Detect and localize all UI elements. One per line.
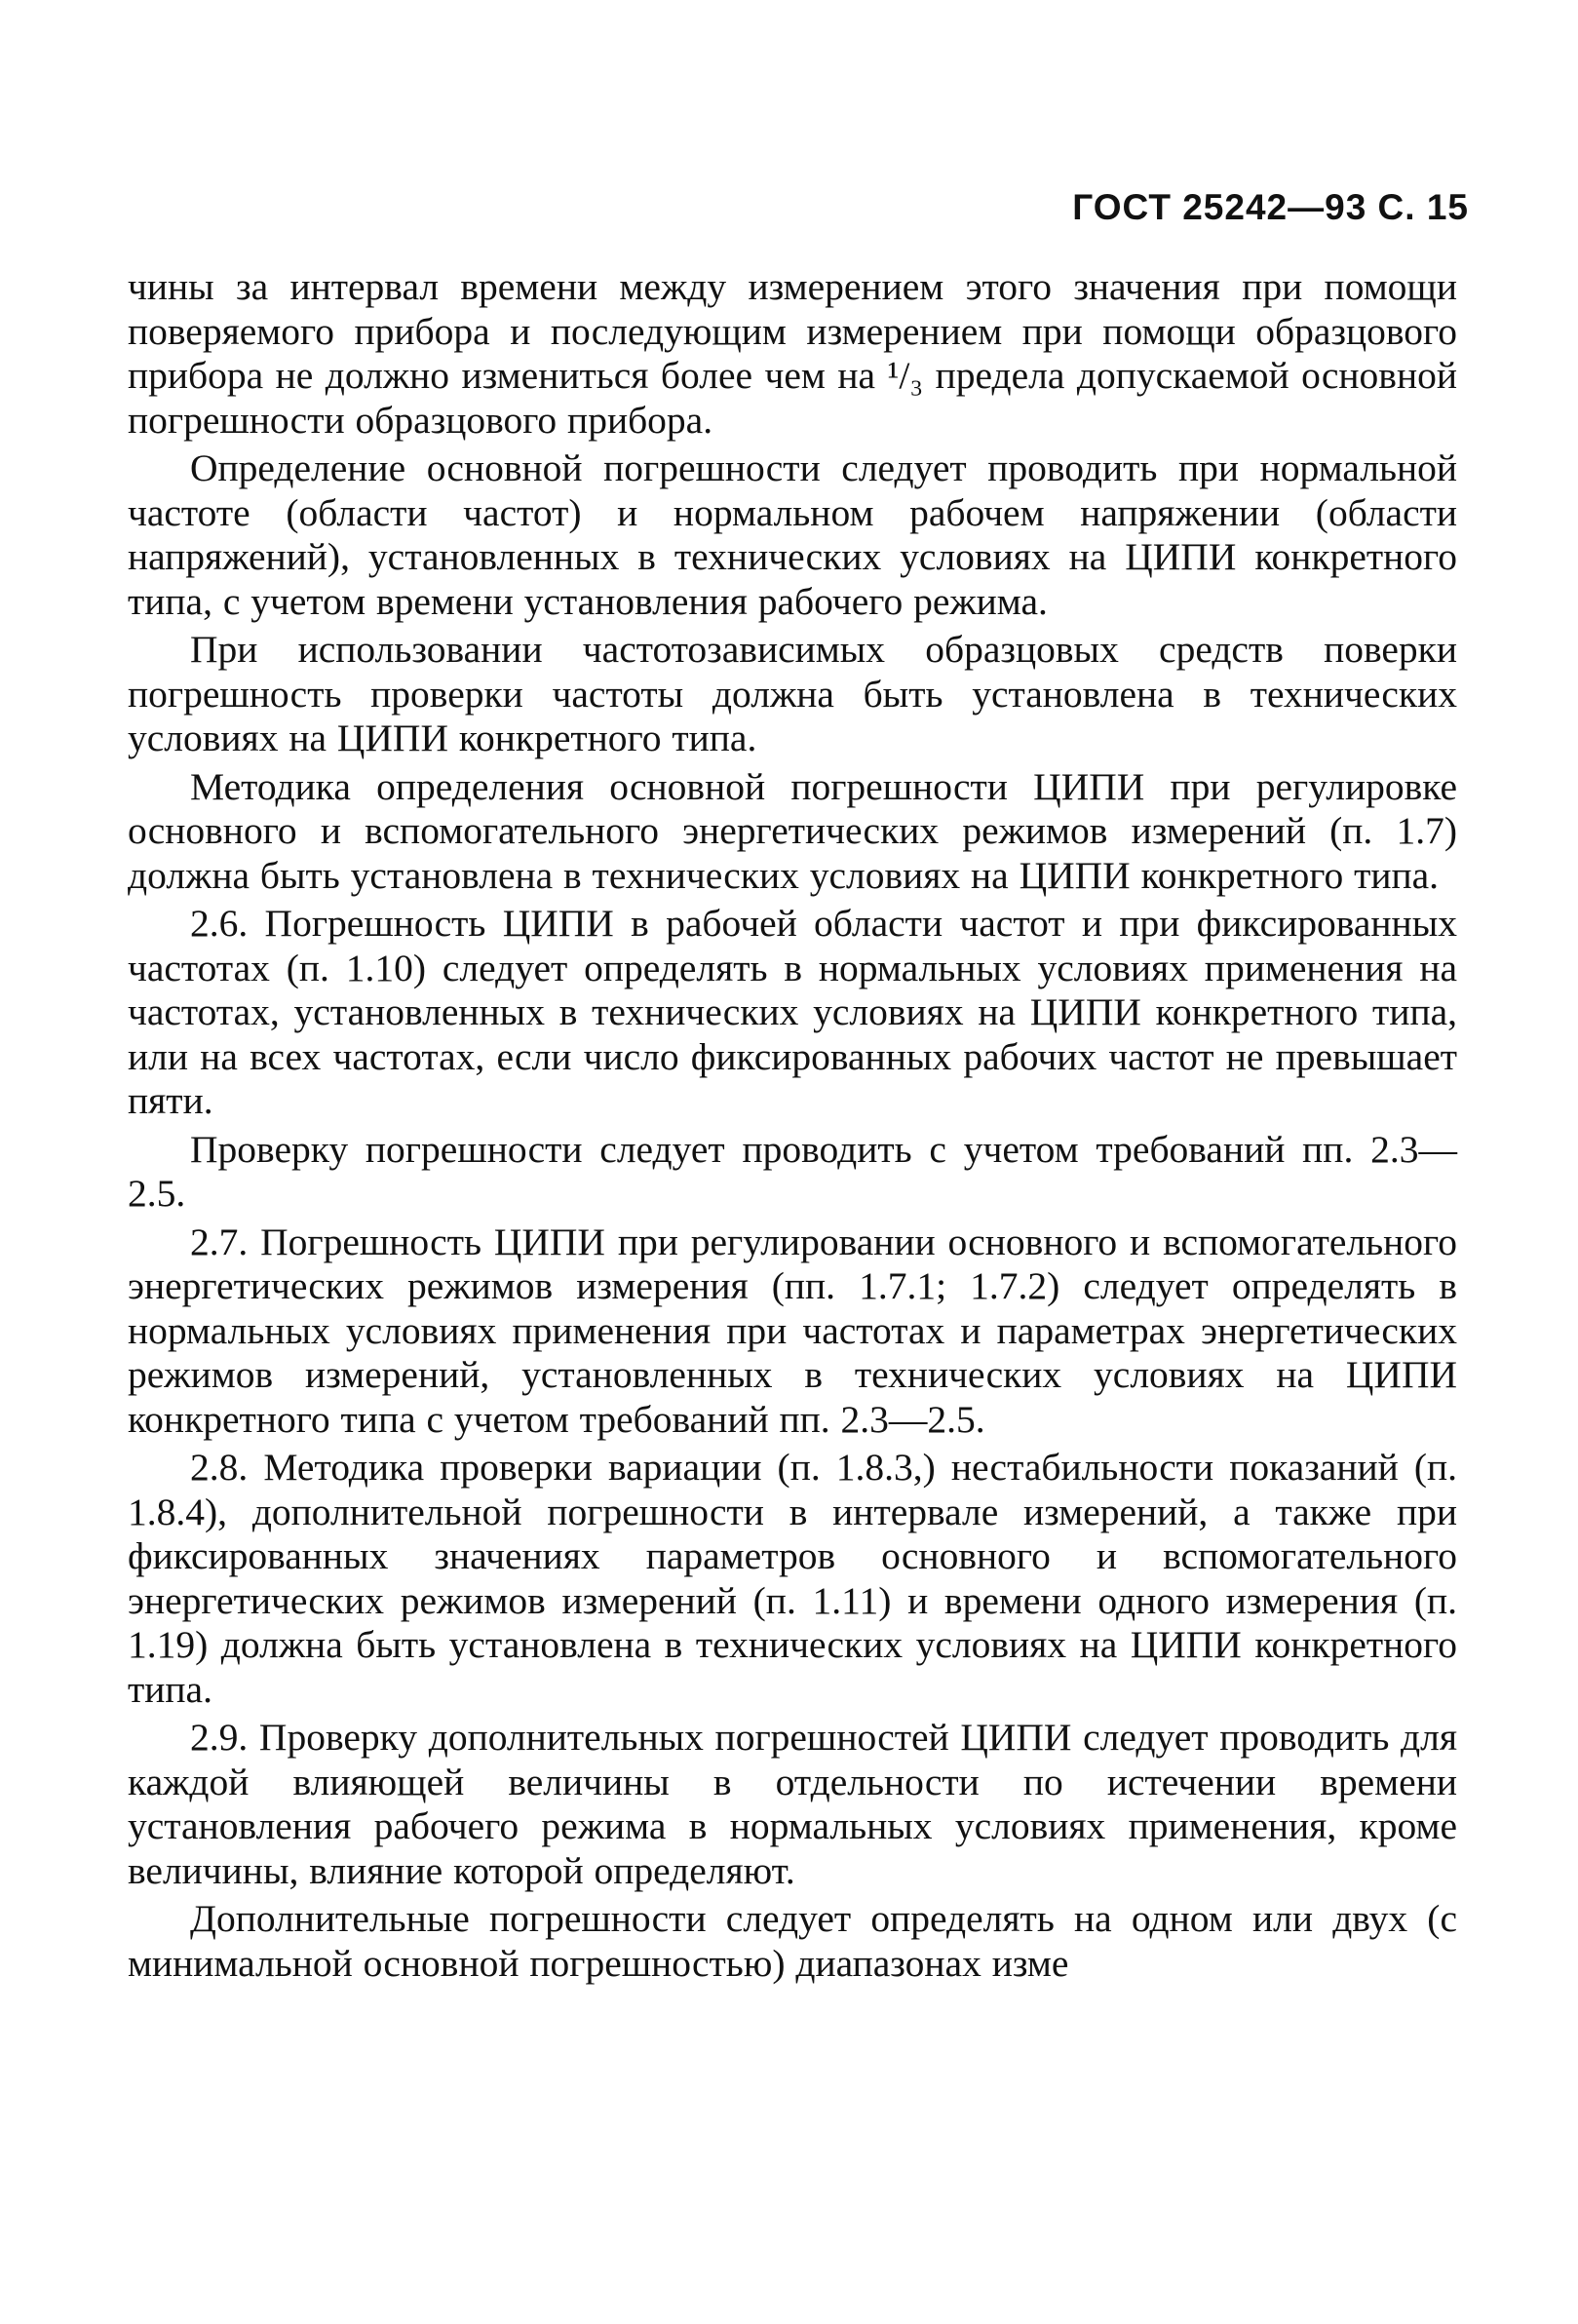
paragraph-error-check: Проверку погрешности следует проводить с учетом требований пп. 2.3—2.5.	[128, 1127, 1457, 1215]
paragraph-additional-errors: Дополнительные погрешности следует определять на одном или двух (с минимальной основной погрешностью) диапазонах изме	[128, 1897, 1457, 1985]
paragraph-2-8: 2.8. Методика проверки вариации (п. 1.8.3,) нестабильности показаний (п. 1.8.4), дополнительной погрешности в интервале измерений, а также при фиксированных значениях параметров основного и вспомогательного энергетических режимов измерений (п. 1.11) и времени одного измерения (п. 1.19) должна быть установлена в технических условиях на ЦИПИ конкретного типа.	[128, 1446, 1457, 1711]
paragraph-frequency-dependent: При использовании частотозависимых образцовых средств поверки погрешность проверки частоты должна быть установлена в технических условиях на ЦИПИ конкретного типа.	[128, 628, 1457, 759]
paragraph-basic-error: Определение основной погрешности следует проводить при нормальной частоте (области частот) и нормальном рабочем напряжении (области напряжений), установленных в технических условиях на ЦИПИ конкретного типа, с учетом времени установления рабочего режима.	[128, 446, 1457, 623]
paragraph-2-9: 2.9. Проверку дополнительных погрешностей ЦИПИ следует проводить для каждой влияющей величины в отдельности по истечении времени установления рабочего режима в нормальных условиях применения, кроме величины, влияние которой определяют.	[128, 1716, 1457, 1892]
paragraph-2-6: 2.6. Погрешность ЦИПИ в рабочей области частот и при фиксированных частотах (п. 1.10) следует определять в нормальных условиях применения на частотах, установленных в технических условиях на ЦИПИ конкретного типа, или на всех частотах, если число фиксированных рабочих частот не превышает пяти.	[128, 902, 1457, 1122]
running-header: ГОСТ 25242—93 С. 15	[1072, 187, 1469, 227]
body-text	[128, 265, 1457, 1990]
paragraph-2-7: 2.7. Погрешность ЦИПИ при регулировании основного и вспомогательного энергетических режимов измерения (пп. 1.7.1; 1.7.2) следует определять в нормальных условиях применения при частотах и параметрах энергетических режимов измерений, установленных в технических условиях на ЦИПИ конкретного типа с учетом требований пп. 2.3—2.5.	[128, 1220, 1457, 1441]
paragraph-continuation: чины за интервал времени между измерением этого значения при помощи поверяемого прибора и последующим измерением при помощи образцового прибора не должно измениться более чем на ¹/₃ предела допускаемой основной погрешности образцового прибора.	[128, 265, 1457, 442]
paragraph-methodology: Методика определения основной погрешности ЦИПИ при регулировке основного и вспомогательного энергетических режимов измерений (п. 1.7) должна быть установлена в технических условиях на ЦИПИ конкретного типа.	[128, 764, 1457, 897]
